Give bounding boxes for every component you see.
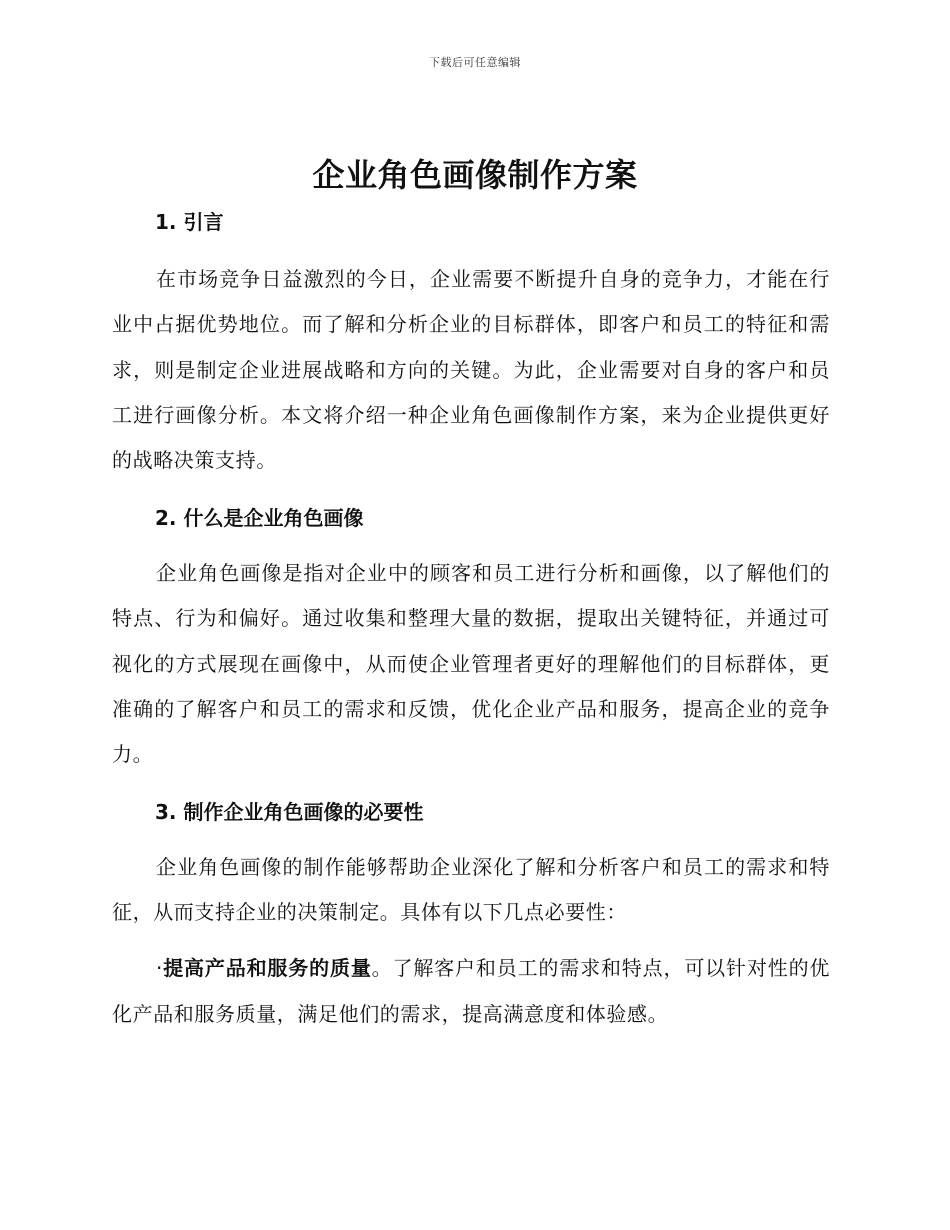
bullet-item: [112, 946, 830, 1037]
page-header: 下载后可任意编辑: [429, 56, 521, 69]
section-heading-introduction: 1. 引言: [155, 210, 224, 234]
section-heading-definition: 2. 什么是企业角色画像: [155, 506, 364, 530]
bullet-emphasis: 提高产品和服务的质量: [162, 956, 372, 980]
definition-paragraph: 企业角色画像是指对企业中的顾客和员工进行分析和画像，以了解他们的特点、行为和偏好。通过收集和整理大量的数据，提取出关键特征，并通过可视化的方式展现在画像中，从而使企业管理者更好的理解他们的目标群体，更准确的了解客户和员工的需求和反馈，优化企业产品和服务，提高企业的竞争力。: [112, 561, 830, 767]
document-title: 企业角色画像制作方案: [312, 156, 638, 194]
bullet-text: 。了解客户和员工的需求和特点，可以针对性的优化产品和服务质量，满足他们的需求，提高满意度和体验感。: [112, 956, 831, 1026]
bullet-marker: ·: [156, 956, 163, 980]
introduction-paragraph: 在市场竞争日益激烈的今日，企业需要不断提升自身的竞争力，才能在行业中占据优势地位。而了解和分析企业的目标群体，即客户和员工的特征和需求，则是制定企业进展战略和方向的关键。为此，企业需要对自身的客户和员工进行画像分析。本文将介绍一种企业角色画像制作方案，来为企业提供更好的战略决策支持。: [112, 267, 830, 473]
section-heading-necessity: 3. 制作企业角色画像的必要性: [155, 800, 424, 824]
necessity-paragraph: 企业角色画像的制作能够帮助企业深化了解和分析客户和员工的需求和特征，从而支持企业的决策制定。具体有以下几点必要性：: [112, 855, 830, 925]
